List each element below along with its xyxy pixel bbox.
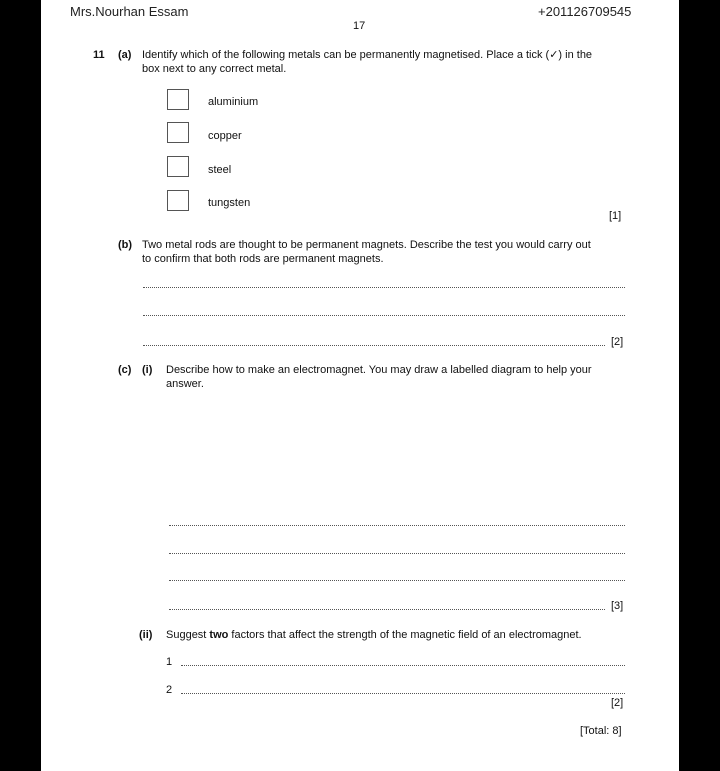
answer-line[interactable] [169,609,605,610]
option-tungsten: tungsten [208,197,251,209]
marks-c-ii: [2] [611,697,624,709]
part-a-prompt: Identify which of the following metals can be permanently magnetised. Place a tick (✓) in the [142,49,593,61]
answer-line-label-2: 2 [166,684,173,696]
part-c-ii-prompt: Suggest two factors that affect the strength of the magnetic field of an electromagnet. [166,629,582,641]
part-c-i-prompt: Describe how to make an electromagnet. You may draw a labelled diagram to help your [166,364,592,376]
answer-line-label-1: 1 [166,656,173,668]
answer-line[interactable] [181,665,625,666]
part-c-ii-label: (ii) [139,629,153,641]
answer-line[interactable] [181,693,625,694]
answer-line[interactable] [143,287,625,288]
answer-line[interactable] [169,580,625,581]
part-b-label: (b) [118,239,133,251]
part-c-i-label: (i) [142,364,153,376]
page-number: 17 [353,20,366,32]
answer-line[interactable] [143,345,605,346]
answer-line[interactable] [169,525,625,526]
option-steel: steel [208,164,232,176]
part-b-prompt-cont: to confirm that both rods are permanent magnets. [142,253,384,265]
answer-line[interactable] [169,553,625,554]
option-aluminium: aluminium [208,96,259,108]
teacher-phone: +201126709545 [538,4,632,19]
part-a-label: (a) [118,49,132,61]
part-a-prompt-cont: box next to any correct metal. [142,63,287,75]
part-b-prompt: Two metal rods are thought to be permanent magnets. Describe the test you would carry out [142,239,591,251]
checkbox-copper[interactable] [167,122,189,143]
checkbox-steel[interactable] [167,156,189,177]
exam-page [41,0,679,771]
marks-b: [2] [611,336,624,348]
checkbox-tungsten[interactable] [167,190,189,211]
total-marks: [Total: 8] [580,725,622,737]
teacher-name: Mrs.Nourhan Essam [70,4,189,19]
part-c-label: (c) [118,364,132,376]
option-copper: copper [208,130,242,142]
marks-a: [1] [609,210,622,222]
marks-c-i: [3] [611,600,624,612]
answer-line[interactable] [143,315,625,316]
part-c-i-prompt-cont: answer. [166,378,204,390]
question-number: 11 [93,49,105,61]
checkbox-aluminium[interactable] [167,89,189,110]
